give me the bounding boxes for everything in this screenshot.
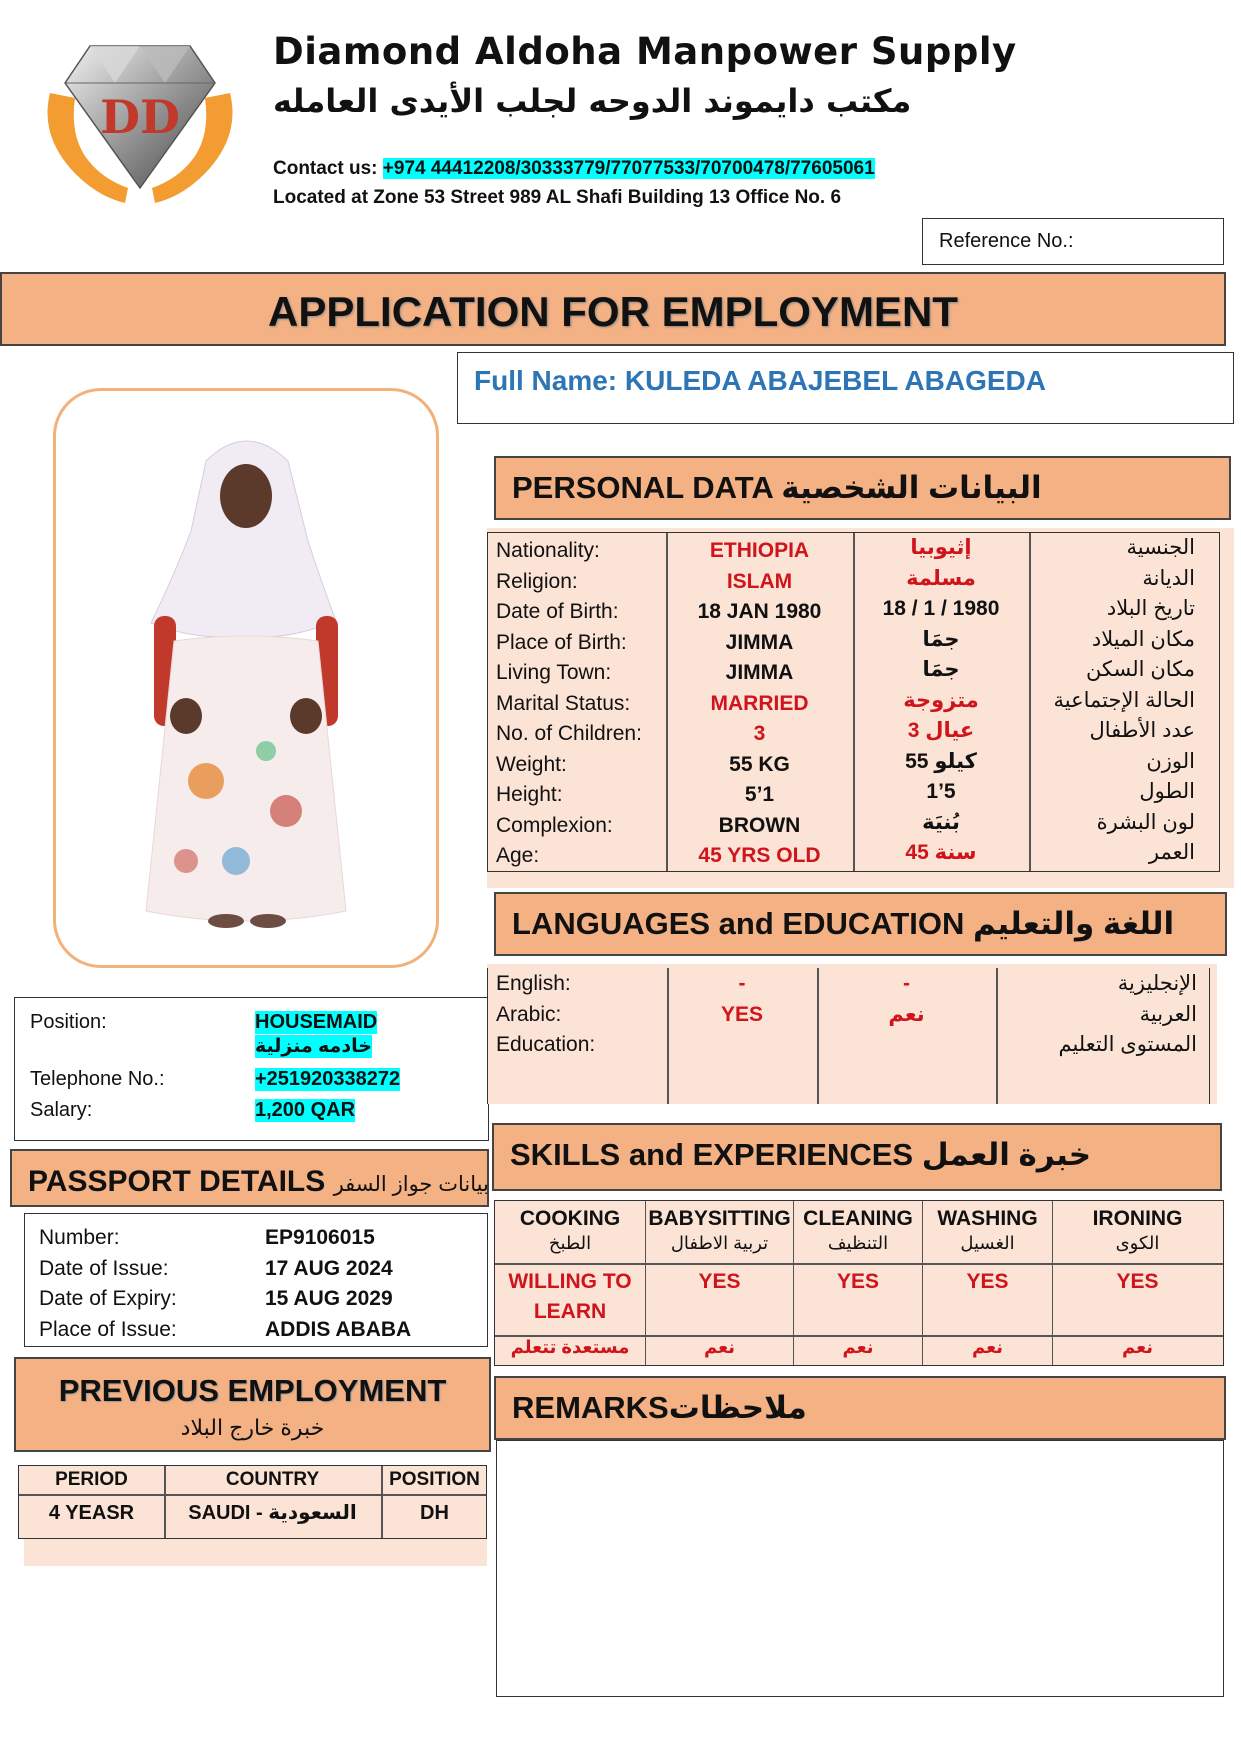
position-box <box>14 997 489 1141</box>
pd-value-ar: 45 سنة <box>905 841 977 864</box>
pd-label: No. of Children: <box>496 722 642 745</box>
pd-label: Religion: <box>496 569 578 593</box>
passport-title-ar: بيانات جواز السفر <box>333 1173 489 1196</box>
pd-value-ar: بُنيَة <box>922 810 960 834</box>
pd-value: ISLAM <box>726 569 793 593</box>
prev-header-cell: PERIOD <box>55 1469 128 1490</box>
lang-label-ar: الإنجليزية <box>1117 972 1197 995</box>
pd-label-ar: تاريخ البلاد <box>1106 597 1195 620</box>
logo-text: DD <box>100 90 180 144</box>
pd-label-ar: الجنسية <box>1126 536 1195 559</box>
skill-name-ar: الطبخ <box>548 1233 592 1253</box>
pd-label-ar: الحالة الإجتماعية <box>1053 688 1195 712</box>
application-title: APPLICATION FOR EMPLOYMENT <box>0 272 1226 346</box>
pd-value-ar: جمَا <box>922 658 960 681</box>
skill-name: COOKING <box>519 1207 621 1230</box>
skill-name-ar: الكوى <box>1115 1233 1160 1253</box>
pd-value: 45 YRS OLD <box>698 844 821 867</box>
salary-value: 1,200 QAR <box>255 1099 356 1121</box>
passport-label: Date of Issue: <box>39 1256 169 1280</box>
prev-header-cell: POSITION <box>389 1469 480 1490</box>
pd-value: JIMMA <box>725 661 794 684</box>
pd-value: JIMMA <box>725 630 794 654</box>
passport-box <box>24 1213 488 1347</box>
pd-value: ETHIOPIA <box>709 539 810 562</box>
pd-value-ar: إثيوبيا <box>910 536 972 559</box>
prev-cell-country: SAUDI - السعودية <box>188 1502 357 1524</box>
skill-column <box>922 1201 1052 1365</box>
passport-value: EP9106015 <box>265 1226 375 1249</box>
skill-name: WASHING <box>937 1207 1038 1230</box>
previous-employment-title: PREVIOUS EMPLOYMENT <box>58 1373 447 1408</box>
pd-label-ar: العمر <box>1148 841 1195 864</box>
pd-label-ar: الديانة <box>1142 566 1195 590</box>
lang-label: English: <box>496 972 571 995</box>
skill-value-ar: نعم <box>1121 1337 1154 1357</box>
skill-value: YES <box>966 1270 1009 1293</box>
prev-cell-position: DH <box>420 1502 449 1524</box>
pd-value-ar: 3 عيال <box>907 719 975 742</box>
skill-name-ar: التنظيف <box>827 1233 889 1253</box>
passport-label: Date of Expiry: <box>39 1287 177 1310</box>
skills-table <box>494 1200 1224 1366</box>
telephone-label: Telephone No.: <box>30 1068 165 1090</box>
lang-value: - <box>738 972 746 995</box>
personal-data-header <box>494 456 1231 520</box>
skill-value: WILLING TO LEARN <box>508 1270 632 1323</box>
skill-value: YES <box>698 1270 741 1293</box>
applicant-figure <box>56 391 436 965</box>
lang-label: Education: <box>496 1033 596 1056</box>
pd-value-ar: مسلمة <box>906 566 976 590</box>
pd-value-ar: 18 / 1 / 1980 <box>882 597 1000 620</box>
lang-value-ar: - <box>903 972 910 995</box>
skill-name-ar: الغسيل <box>960 1233 1015 1253</box>
skills-title: SKILLS and EXPERIENCES <box>510 1137 914 1172</box>
lang-value: YES <box>720 1002 764 1026</box>
company-logo <box>30 38 250 213</box>
pd-label: Complexion: <box>496 813 613 837</box>
remarks-header <box>494 1376 1226 1440</box>
pd-label: Age: <box>496 844 540 867</box>
telephone-value: +251920338272 <box>255 1068 401 1090</box>
personal-data-table <box>487 532 1220 872</box>
contact-value: +974 44412208/30333779/77077533/70700478/77605061 <box>382 158 875 179</box>
skill-name: IRONING <box>1092 1207 1183 1230</box>
pd-value: 18 JAN 1980 <box>697 600 822 623</box>
diamond-hands-logo <box>30 38 250 213</box>
languages-table <box>487 968 1210 1104</box>
pd-value: 55 KG <box>729 752 790 776</box>
passport-label: Number: <box>39 1226 120 1249</box>
previous-employment-table <box>18 1465 487 1539</box>
skills-title-ar: خبرة العمل <box>921 1137 1092 1172</box>
pd-label: Weight: <box>496 752 567 776</box>
pd-label: Date of Birth: <box>496 600 619 623</box>
personal-data-title-ar: البيانات الشخصية <box>781 470 1042 505</box>
skill-column <box>1052 1201 1222 1365</box>
skill-column <box>793 1201 922 1365</box>
pd-label-ar: لون البشرة <box>1096 810 1195 834</box>
pd-label: Nationality: <box>496 539 600 562</box>
skill-value-ar: نعم <box>703 1337 736 1357</box>
skill-column <box>645 1201 793 1365</box>
pd-label: Height: <box>496 783 563 806</box>
pd-label-ar: عدد الأطفال <box>1089 719 1195 742</box>
passport-header <box>10 1149 489 1207</box>
passport-label: Place of Issue: <box>39 1317 177 1341</box>
full-name: Full Name: KULEDA ABAJEBEL ABAGEDA <box>457 352 1234 424</box>
languages-header <box>494 892 1227 956</box>
skill-value-ar: نعم <box>971 1337 1004 1357</box>
reference-label: Reference No.: <box>939 230 1074 252</box>
pd-value: BROWN <box>718 813 801 837</box>
passport-title: PASSPORT DETAILS <box>28 1165 326 1198</box>
pd-value: 3 <box>753 722 766 745</box>
pd-label-ar: الوزن <box>1146 749 1195 773</box>
skill-column <box>495 1201 645 1365</box>
languages-title: LANGUAGES and EDUCATION <box>512 906 965 941</box>
remarks-title: REMARKS <box>512 1390 669 1425</box>
reference-box[interactable] <box>922 218 1224 265</box>
pd-label-ar: مكان السكن <box>1085 658 1195 681</box>
skill-value: YES <box>1116 1270 1159 1293</box>
pd-value-ar: جمَا <box>922 627 960 651</box>
passport-value: 17 AUG 2024 <box>265 1256 393 1280</box>
skill-value-ar: مستعدة تتعلم <box>510 1337 630 1357</box>
remarks-title-ar: ملاحظات <box>668 1390 807 1425</box>
address: Located at Zone 53 Street 989 AL Shafi Building 13 Office No. 6 <box>273 187 842 208</box>
contact-line <box>273 158 875 180</box>
position-value: HOUSEMAID <box>255 1011 378 1033</box>
skill-name-ar: تربية الاطفال <box>670 1233 769 1253</box>
pd-value-ar: متزوجة <box>903 688 979 712</box>
personal-data-title: PERSONAL DATA <box>512 470 773 505</box>
previous-employment-background <box>24 1539 487 1566</box>
lang-label-ar: العربية <box>1139 1002 1197 1026</box>
skill-name: CLEANING <box>803 1207 913 1230</box>
prev-header-cell: COUNTRY <box>225 1469 320 1490</box>
passport-value: 15 AUG 2029 <box>265 1287 393 1310</box>
pd-label: Living Town: <box>496 661 612 684</box>
pd-label: Place of Birth: <box>496 630 627 654</box>
skill-value-ar: نعم <box>842 1337 874 1357</box>
contact-label: Contact us: <box>273 158 378 179</box>
position-value-ar: خادمه منزلية <box>255 1036 372 1057</box>
skills-header <box>492 1123 1222 1191</box>
pd-value-ar: 55 كيلو <box>905 749 977 773</box>
pd-value: MARRIED <box>710 691 809 715</box>
company-name-en: Diamond Aldoha Manpower Supply <box>273 30 1017 73</box>
passport-value: ADDIS ABABA <box>265 1317 412 1341</box>
previous-employment-title-ar: خبرة خارج البلاد <box>180 1415 325 1440</box>
applicant-photo <box>53 388 439 968</box>
lang-value-ar: نعم <box>888 1002 925 1026</box>
lang-label-ar: المستوى التعليم <box>1058 1033 1197 1056</box>
company-name-ar: مكتب دايموند الدوحه لجلب الأيدى العامله <box>273 82 912 120</box>
pd-label: Marital Status: <box>496 691 631 715</box>
pd-value-ar: 1’5 <box>926 780 956 803</box>
remarks-box[interactable] <box>496 1440 1224 1697</box>
pd-label-ar: مكان الميلاد <box>1091 627 1195 651</box>
pd-value: 5’1 <box>744 783 775 806</box>
skill-name: BABYSITTING <box>648 1207 791 1230</box>
lang-label: Arabic: <box>496 1002 562 1026</box>
prev-cell-period: 4 YEASR <box>48 1502 135 1524</box>
skill-value: YES <box>836 1270 880 1293</box>
previous-employment-header <box>14 1357 491 1452</box>
pd-label-ar: الطول <box>1139 780 1195 803</box>
languages-title-ar: اللغة والتعليم <box>973 906 1175 941</box>
position-label: Position: <box>30 1011 107 1033</box>
salary-label: Salary: <box>30 1099 93 1121</box>
